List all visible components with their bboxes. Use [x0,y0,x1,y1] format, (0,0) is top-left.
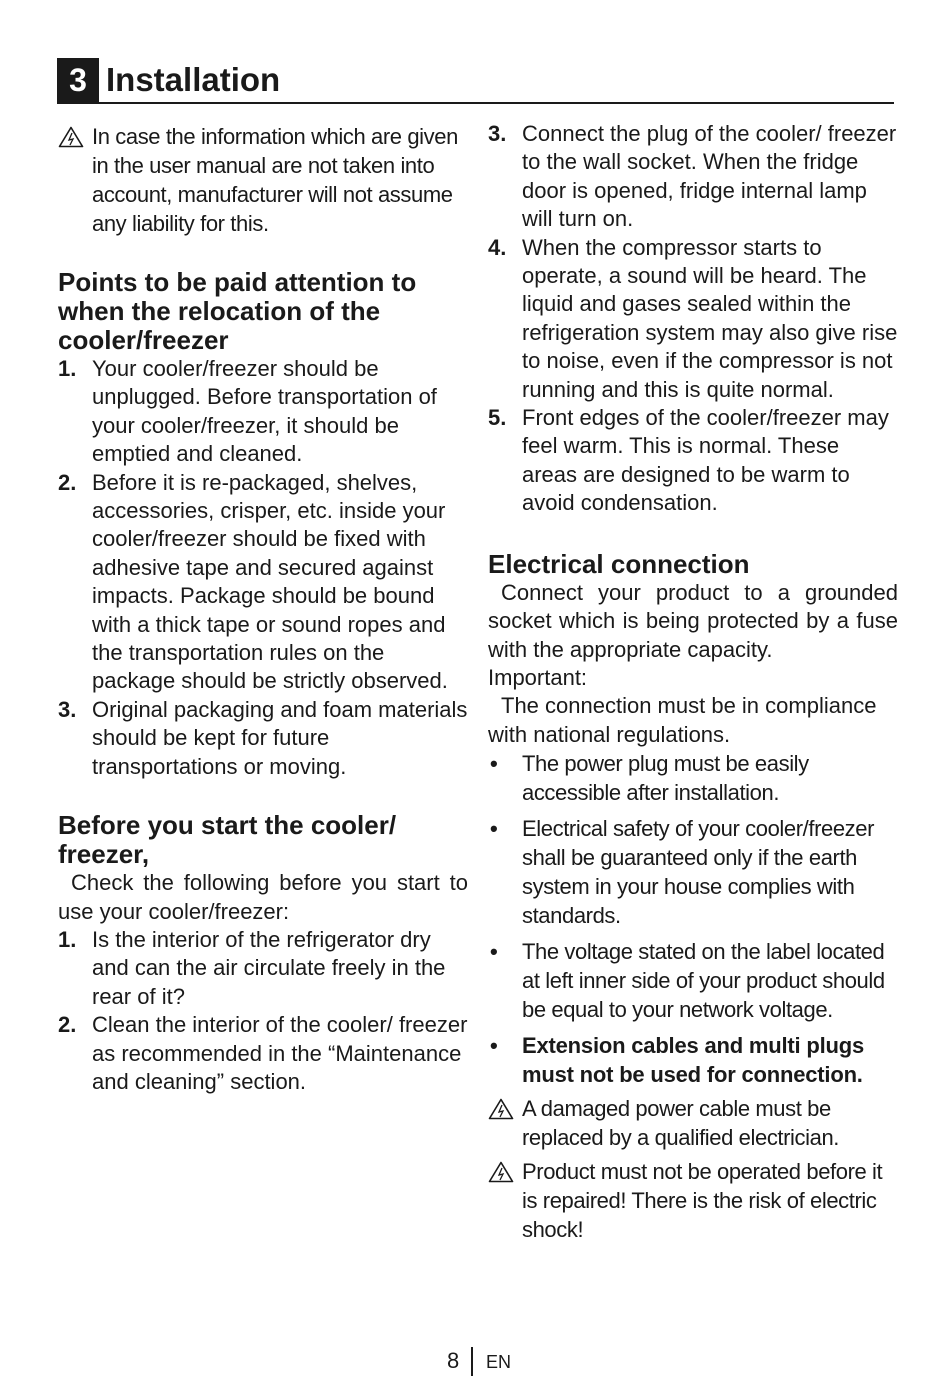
item-number: 1. [58,926,77,952]
warning-text: Product must not be operated before it is repaired! There is the risk of electric shock! [522,1159,883,1243]
item-number: 2. [58,469,77,495]
bullet-text: Extension cables and multi plugs must not be used for connection. [522,1033,865,1088]
right-column [488,120,898,1244]
electrical-heading: Electrical connection [488,548,750,579]
bullet-dot: • [490,1033,498,1059]
page-footer [0,1347,950,1377]
list-item [58,469,468,696]
item-number: 4. [488,234,507,260]
item-text: Connect the plug of the cooler/ freezer to the wall socket. When the fridge door is opened, fridge internal lamp will turn on. [522,121,897,232]
bullet-text: The power plug must be easily accessible after installation. [522,751,809,806]
relocation-list [58,355,468,781]
list-item [488,404,898,518]
repair-warning [488,1157,898,1244]
warning-text: A damaged power cable must be replaced by a qualified electrician. [522,1096,840,1151]
item-text: When the compressor starts to operate, a sound will be heard. The liquid and gases sealed within the refrigeration system may also give rise to noise, even if the compressor is not running and this is quite normal. [522,234,898,402]
item-number: 3. [58,696,77,722]
bullet-item [488,749,898,807]
before-start-list [58,926,468,1096]
bullet-item [488,937,898,1024]
before-start-intro: Check the following before you start to use your cooler/freezer: [58,870,468,924]
list-item [58,1011,468,1096]
liability-warning [58,122,468,238]
warning-triangle-icon [58,126,84,148]
liability-warning-text: In case the information which are given in the user manual are not taken into account, manufacturer will not assume any liability for this. [92,124,458,236]
item-text: Is the interior of the refrigerator dry and can the air circulate freely in the rear of it? [92,926,446,1009]
left-column [58,120,468,1096]
electrical-bullets [488,749,898,1089]
warning-triangle-icon [488,1098,514,1120]
bullet-dot: • [490,816,498,842]
language-code: EN [486,1352,512,1372]
item-text: Original packaging and foam materials should be kept for future transportations or moving. [92,696,468,779]
chapter-title: Installation [106,61,281,98]
chapter-header [57,58,894,104]
item-text: Clean the interior of the cooler/ freezer as recommended in the “Maintenance and cleaning” section. [92,1012,468,1094]
relocation-heading: Points to be paid attention to when the relocation of the cooler/freezer [58,267,417,355]
start-list [488,120,898,518]
list-item [58,696,468,781]
item-number: 1. [58,356,77,381]
item-text: Front edges of the cooler/freezer may feel warm. This is normal. These areas are designed to be warm to avoid condensation. [522,405,889,516]
bullet-item [488,1031,898,1089]
warning-triangle-icon [488,1161,514,1183]
list-item [58,926,468,1011]
item-text: Your cooler/freezer should be unplugged. Before transportation of your cooler/freezer, it should be emptied and cleaned. [92,356,437,467]
item-text: Before it is re-packaged, shelves, accessories, crisper, etc. inside your cooler/freezer should be fixed with adhesive tape and secured against impacts. Package should be bound with a thick tape or sound ropes and the transportation rules on the package should be strictly observed. [92,469,448,694]
item-number: 3. [488,121,507,146]
compliance-text: The connection must be in compliance with national regulations. [488,693,877,747]
list-item [488,120,898,234]
bullet-dot: • [490,939,498,965]
footer-divider [471,1347,473,1376]
item-number: 5. [488,405,507,431]
bullet-dot: • [490,751,498,777]
cable-warning [488,1094,898,1152]
important-label: Important: [488,664,588,690]
bullet-text: Electrical safety of your cooler/freezer shall be guaranteed only if the earth system in your house complies with standards. [522,816,875,929]
list-item [58,355,468,469]
bullet-item [488,814,898,930]
before-start-heading: Before you start the cooler/ freezer, [58,810,397,870]
bullet-text: The voltage stated on the label located at left inner side of your product should be equal to your network voltage. [522,939,885,1023]
chapter-number: 3 [57,58,99,102]
item-number: 2. [58,1012,77,1038]
list-item [488,234,898,404]
electrical-intro: Connect your product to a grounded socket which is being protected by a fuse with the appropriate capacity. [488,579,898,662]
page-number: 8 [447,1348,460,1373]
